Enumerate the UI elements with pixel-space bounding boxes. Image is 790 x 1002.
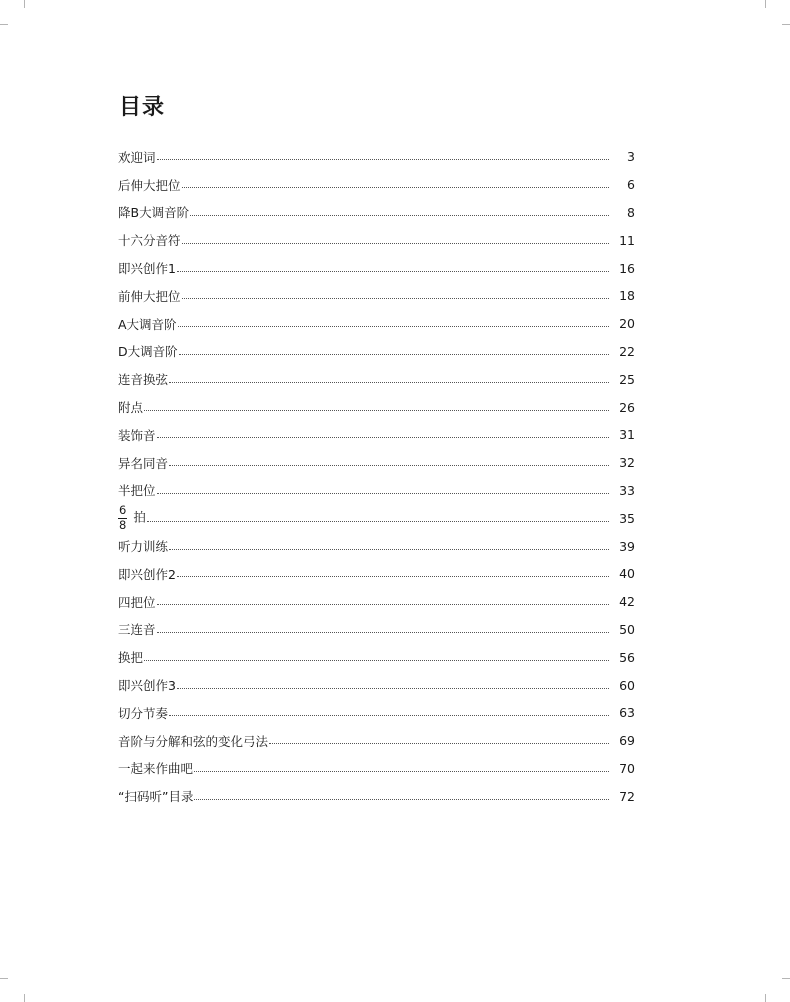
toc-entry-label: 欢迎词 — [118, 149, 156, 165]
crop-mark-bottom-left — [24, 994, 25, 1002]
toc-entry-page-number: 33 — [619, 482, 635, 498]
toc-entry[interactable] — [118, 365, 635, 393]
toc-entry[interactable] — [118, 755, 635, 783]
toc-entry-label — [118, 505, 146, 531]
toc-entry[interactable] — [118, 588, 635, 616]
toc-entry-page-number: 32 — [619, 455, 635, 471]
toc-entry-page-number: 50 — [619, 621, 635, 637]
toc-entry-page-number: 70 — [619, 760, 635, 776]
toc-entry[interactable] — [118, 616, 635, 644]
dot-leader — [269, 743, 609, 744]
time-signature — [118, 505, 127, 531]
crop-mark-bottom-right-h — [782, 978, 790, 979]
toc-entry-label: 异名同音 — [118, 455, 169, 471]
toc-entry-page-number: 35 — [619, 510, 635, 526]
dot-leader — [194, 799, 609, 800]
toc-entry-page-number: 6 — [627, 177, 635, 193]
time-signature-denominator: 8 — [119, 517, 127, 532]
toc-entry[interactable] — [118, 560, 635, 588]
toc-entry[interactable] — [118, 699, 635, 727]
toc-entry-label: 十六分音符 — [118, 233, 181, 249]
toc-entry-page-number: 11 — [619, 232, 635, 248]
toc-entry-label: “扫码听”目录 — [118, 789, 194, 805]
page-title: 目录 — [119, 95, 166, 120]
toc-entry-page-number: 22 — [619, 343, 635, 359]
toc-entry[interactable] — [118, 338, 635, 366]
toc-entry-label: A大调音阶 — [118, 316, 177, 332]
toc-entry[interactable] — [118, 477, 635, 505]
toc-entry[interactable] — [118, 643, 635, 671]
toc-entry-page-number: 16 — [619, 260, 635, 276]
dot-leader — [157, 604, 609, 605]
toc-entry-label: 后伸大把位 — [118, 177, 181, 193]
toc-entry[interactable] — [118, 421, 635, 449]
toc-entry-label: 降B大调音阶 — [118, 205, 190, 221]
dot-leader — [182, 187, 609, 188]
crop-mark-top-right-h — [782, 24, 790, 25]
toc-entry-label: 听力训练 — [118, 539, 169, 555]
toc-entry-label: 连音换弦 — [118, 372, 169, 388]
dot-leader — [169, 715, 609, 716]
toc-entry-label: 附点 — [118, 400, 144, 416]
toc-entry-label: 换把 — [118, 650, 144, 666]
dot-leader — [194, 771, 609, 772]
dot-leader — [178, 326, 609, 327]
toc-entry-label: 四把位 — [118, 594, 156, 610]
toc-entry-label: 装饰音 — [118, 427, 156, 443]
toc-entry-label: 切分节奏 — [118, 705, 169, 721]
toc-entry[interactable] — [118, 671, 635, 699]
dot-leader — [147, 521, 609, 522]
toc-entry-page-number: 18 — [619, 288, 635, 304]
dot-leader — [177, 576, 609, 577]
toc-entry-label: 即兴创作1 — [118, 261, 176, 277]
toc-entry-page-number: 20 — [619, 316, 635, 332]
time-signature-numerator: 6 — [119, 503, 127, 518]
dot-leader — [157, 493, 609, 494]
dot-leader — [169, 382, 609, 383]
toc-entry[interactable] — [118, 171, 635, 199]
toc-entry-page-number: 40 — [619, 566, 635, 582]
toc-entry[interactable] — [118, 143, 635, 171]
dot-leader — [182, 298, 609, 299]
toc-entry-page-number: 3 — [627, 149, 635, 165]
toc-entry-page-number: 8 — [627, 204, 635, 220]
toc-entry[interactable] — [118, 226, 635, 254]
toc-entry[interactable] — [118, 310, 635, 338]
toc-entry[interactable] — [118, 727, 635, 755]
toc-entry-page-number: 26 — [619, 399, 635, 415]
toc-entry-page-number: 39 — [619, 538, 635, 554]
toc-entry-label: D大调音阶 — [118, 344, 178, 360]
table-of-contents — [118, 143, 635, 810]
toc-entry[interactable] — [118, 532, 635, 560]
toc-entry-page-number: 60 — [619, 677, 635, 693]
crop-mark-bottom-left-h — [0, 978, 8, 979]
dot-leader — [144, 660, 609, 661]
crop-mark-bottom-right — [765, 994, 766, 1002]
toc-entry-label: 即兴创作3 — [118, 678, 176, 694]
toc-entry-label: 半把位 — [118, 483, 156, 499]
dot-leader — [157, 632, 609, 633]
toc-entry-page-number: 25 — [619, 371, 635, 387]
toc-entry-page-number: 69 — [619, 733, 635, 749]
toc-entry-label: 前伸大把位 — [118, 288, 181, 304]
dot-leader — [177, 688, 609, 689]
dot-leader — [157, 437, 609, 438]
toc-entry[interactable] — [118, 393, 635, 421]
toc-entry-label: 音阶与分解和弦的变化弓法 — [118, 733, 269, 749]
dot-leader — [177, 271, 609, 272]
dot-leader — [169, 549, 609, 550]
toc-entry-page-number: 42 — [619, 594, 635, 610]
toc-entry-text: 拍 — [133, 509, 146, 525]
toc-entry-page-number: 63 — [619, 705, 635, 721]
dot-leader — [179, 354, 609, 355]
toc-entry[interactable] — [118, 282, 635, 310]
dot-leader — [144, 410, 609, 411]
toc-entry[interactable] — [118, 504, 635, 532]
crop-mark-top-left-h — [0, 24, 8, 25]
toc-entry[interactable] — [118, 449, 635, 477]
dot-leader — [169, 465, 609, 466]
dot-leader — [157, 159, 609, 160]
toc-entry-label: 一起来作曲吧 — [118, 761, 194, 777]
toc-entry-label: 即兴创作2 — [118, 566, 176, 582]
toc-entry-label: 三连音 — [118, 622, 156, 638]
toc-entry-page-number: 56 — [619, 649, 635, 665]
dot-leader — [182, 243, 609, 244]
toc-entry-page-number: 31 — [619, 427, 635, 443]
toc-entry[interactable] — [118, 254, 635, 282]
toc-entry[interactable] — [118, 782, 635, 810]
crop-mark-top-right — [765, 0, 766, 8]
crop-mark-top-left — [24, 0, 25, 8]
toc-entry-page-number: 72 — [619, 788, 635, 804]
toc-entry[interactable] — [118, 199, 635, 227]
dot-leader — [190, 215, 609, 216]
